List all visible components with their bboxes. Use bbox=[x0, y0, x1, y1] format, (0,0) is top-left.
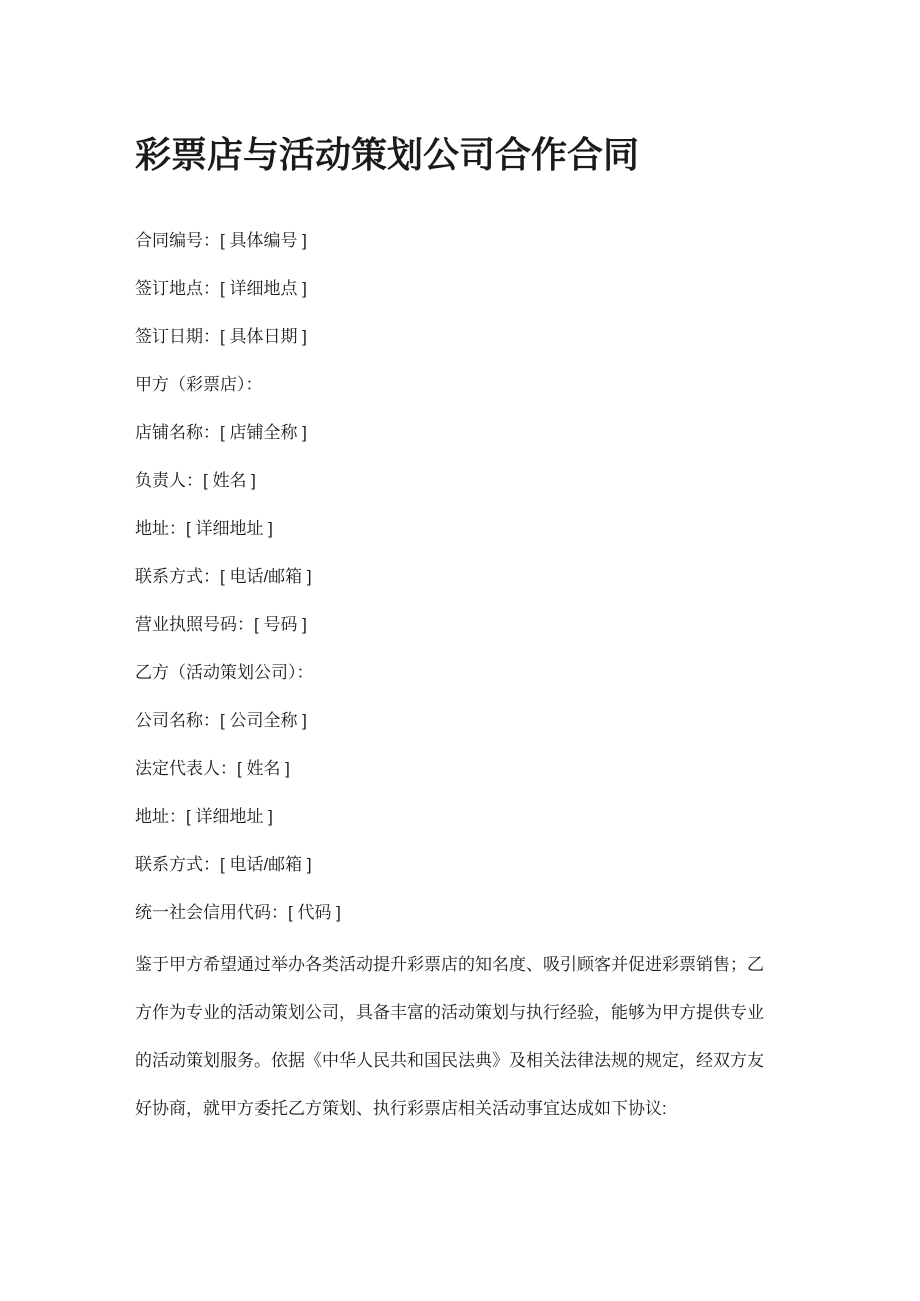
field-line-signing-place bbox=[135, 265, 790, 313]
field-line-contract-number bbox=[135, 217, 790, 265]
field-line-company-name bbox=[135, 697, 790, 745]
field-placeholder: [ 公司全称 ] bbox=[220, 711, 307, 730]
field-placeholder: [ 号码 ] bbox=[254, 615, 307, 634]
field-line-address-party-b bbox=[135, 793, 790, 841]
field-label: 地址： bbox=[135, 519, 186, 538]
preamble-line: 好协商，就甲方委托乙方策划、执行彩票店相关活动事宜达成如下协议: bbox=[135, 1099, 667, 1118]
section-label: 乙方（活动策划公司）： bbox=[135, 663, 314, 682]
field-placeholder: [ 具体编号 ] bbox=[220, 231, 307, 250]
field-placeholder: [ 姓名 ] bbox=[237, 759, 290, 778]
field-label: 营业执照号码： bbox=[135, 615, 254, 634]
field-line-credit-code bbox=[135, 889, 790, 937]
field-placeholder: [ 姓名 ] bbox=[203, 471, 256, 490]
field-line-person-in-charge bbox=[135, 457, 790, 505]
field-placeholder: [ 详细地址 ] bbox=[186, 807, 273, 826]
field-line-address-party-a bbox=[135, 505, 790, 553]
field-label: 签订地点： bbox=[135, 279, 220, 298]
field-label: 公司名称： bbox=[135, 711, 220, 730]
section-header-party-a bbox=[135, 361, 790, 409]
field-placeholder: [ 店铺全称 ] bbox=[220, 423, 307, 442]
field-line-signing-date bbox=[135, 313, 790, 361]
field-label: 联系方式： bbox=[135, 855, 220, 874]
field-line-shop-name bbox=[135, 409, 790, 457]
field-line-contact-party-b bbox=[135, 841, 790, 889]
section-label: 甲方（彩票店）： bbox=[135, 375, 263, 394]
field-line-contact-party-a bbox=[135, 553, 790, 601]
field-placeholder: [ 电话/邮箱 ] bbox=[220, 567, 312, 586]
field-line-business-license bbox=[135, 601, 790, 649]
preamble-line: 的活动策划服务。依据《中华人民共和国民法典》及相关法律法规的规定，经双方友 bbox=[135, 1051, 764, 1070]
preamble-line: 鉴于甲方希望通过举办各类活动提升彩票店的知名度、吸引顾客并促进彩票销售；乙 bbox=[135, 955, 764, 974]
field-placeholder: [ 代码 ] bbox=[288, 903, 341, 922]
field-line-legal-representative bbox=[135, 745, 790, 793]
field-placeholder: [ 详细地点 ] bbox=[220, 279, 307, 298]
field-placeholder: [ 具体日期 ] bbox=[220, 327, 307, 346]
field-label: 联系方式： bbox=[135, 567, 220, 586]
field-label: 合同编号： bbox=[135, 231, 220, 250]
preamble-line: 方作为专业的活动策划公司，具备丰富的活动策划与执行经验，能够为甲方提供专业 bbox=[135, 1003, 764, 1022]
section-header-party-b bbox=[135, 649, 790, 697]
field-placeholder: [ 电话/邮箱 ] bbox=[220, 855, 312, 874]
field-label: 统一社会信用代码： bbox=[135, 903, 288, 922]
preamble-paragraph bbox=[135, 941, 790, 1133]
document-title: 彩票店与活动策划公司合作合同 bbox=[135, 134, 640, 175]
field-label: 地址： bbox=[135, 807, 186, 826]
field-label: 签订日期： bbox=[135, 327, 220, 346]
field-label: 负责人： bbox=[135, 471, 203, 490]
field-placeholder: [ 详细地址 ] bbox=[186, 519, 273, 538]
field-label: 店铺名称： bbox=[135, 423, 220, 442]
field-label: 法定代表人： bbox=[135, 759, 237, 778]
